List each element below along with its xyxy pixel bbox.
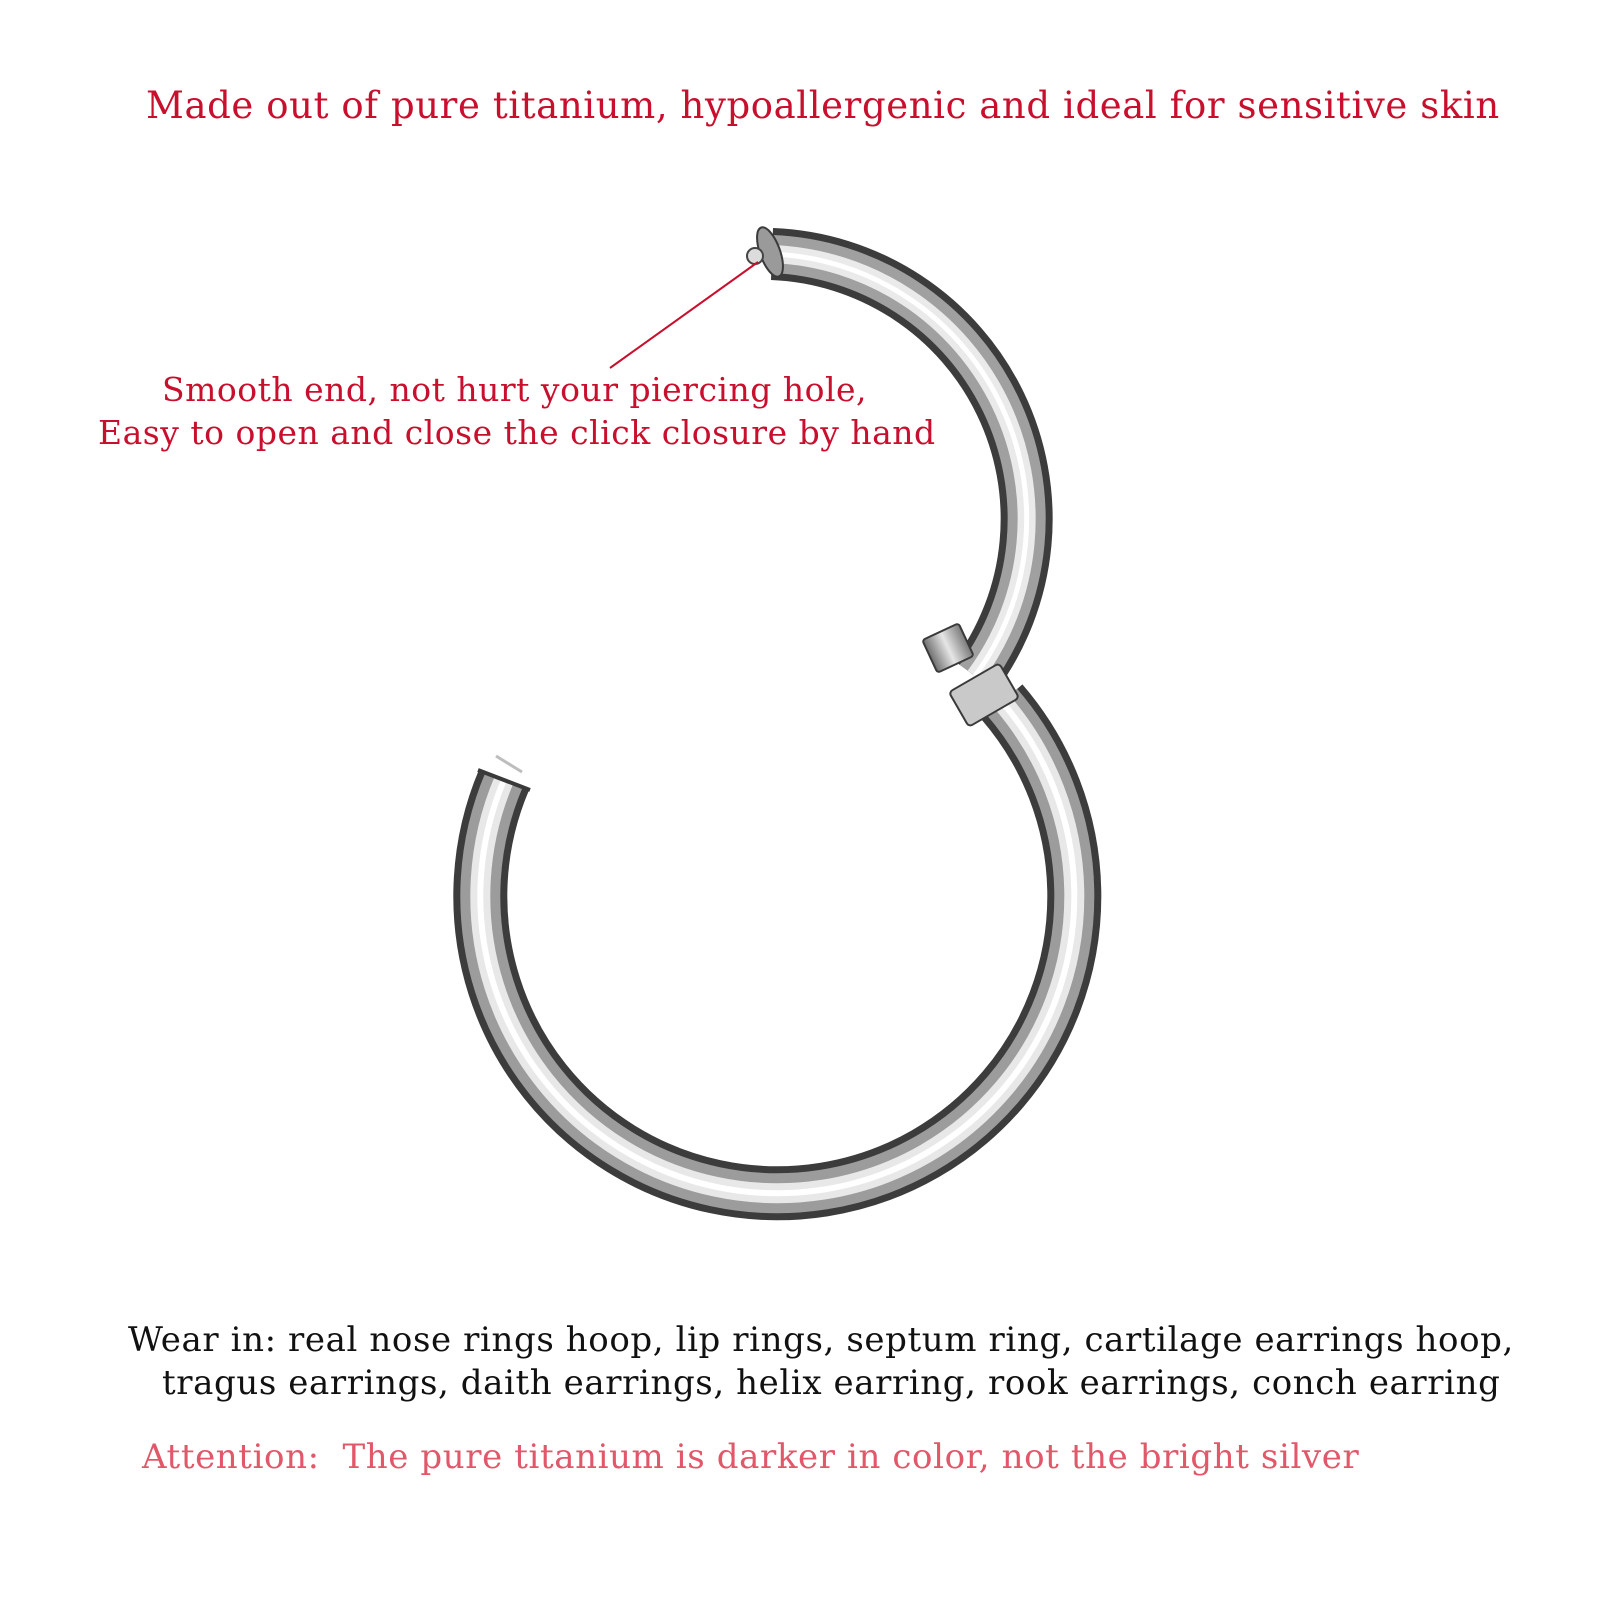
attention-note: Attention: The pure titanium is darker in color, not the bright silver [142,1437,1360,1477]
callout-line-2: Easy to open and close the click closure by hand [98,413,936,452]
headline: Made out of pure titanium, hypoallergenic and ideal for sensitive skin [146,84,1500,127]
wear-in-line-1: Wear in: real nose rings hoop, lip rings, septum ring, cartilage earrings hoop, [128,1320,1514,1360]
callout-line-1: Smooth end, not hurt your piercing hole, [162,370,868,409]
wear-in-line-2: tragus earrings, daith earrings, helix earring, rook earrings, conch earring [162,1363,1501,1403]
ring-hinged-segment [772,254,1027,676]
ring-lower-body [480,702,1074,1193]
pointer-line [610,262,758,368]
